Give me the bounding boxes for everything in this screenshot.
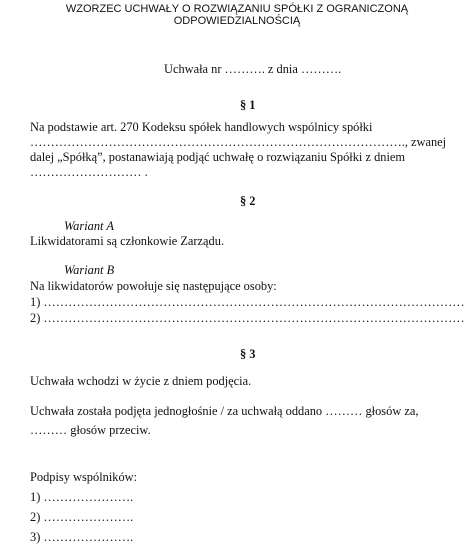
resolution-title: Uchwała nr ………. z dnia ……….: [164, 62, 342, 76]
section-3-line-1: Uchwała wchodzi w życie z dniem podjęcia.: [30, 374, 252, 388]
variant-a-text: Likwidatorami są członkowie Zarządu.: [30, 234, 225, 248]
section-2-mark: § 2: [240, 194, 256, 208]
section-3-mark: § 3: [240, 347, 256, 361]
signature-line-3: 3) ………………….: [30, 530, 134, 544]
section-1-line-1: Na podstawie art. 270 Kodeksu spółek handlowych wspólnicy spółki: [30, 120, 373, 134]
section-3-line-3: ……… głosów przeciw.: [30, 423, 151, 437]
signature-line-2: 2) ………………….: [30, 510, 134, 524]
variant-b-text: Na likwidatorów powołuje się następujące osoby:: [30, 279, 277, 293]
signatures-label: Podpisy wspólników:: [30, 470, 138, 484]
variant-a-label: Wariant A: [64, 219, 114, 233]
signature-line-1: 1) ………………….: [30, 490, 134, 504]
section-1-line-4: ……………………… .: [30, 165, 148, 179]
document-header-line-2: ODPOWIEDZIALNOŚCIĄ: [173, 15, 301, 27]
section-1-line-3: dalej „Spółką”, postanawiają podjąć uchwałę o rozwiązaniu Spółki z dniem: [30, 150, 406, 164]
document-header-line-1: WZORZEC UCHWAŁY O ROZWIĄZANIU SPÓŁKI Z OGRANICZONĄ: [65, 3, 409, 15]
liquidator-item-2: 2) …………………………………………………………………………………………: [30, 311, 465, 325]
section-3-line-2: Uchwała została podjęta jednogłośnie / za uchwałą oddano ……… głosów za,: [30, 404, 419, 418]
variant-b-label: Wariant B: [64, 263, 115, 277]
section-1-line-2: ………………………………………………………………………………., zwanej: [30, 135, 447, 149]
section-1-mark: § 1: [240, 98, 256, 112]
liquidator-item-1: 1) …………………………………………………………………………………………: [30, 295, 465, 309]
